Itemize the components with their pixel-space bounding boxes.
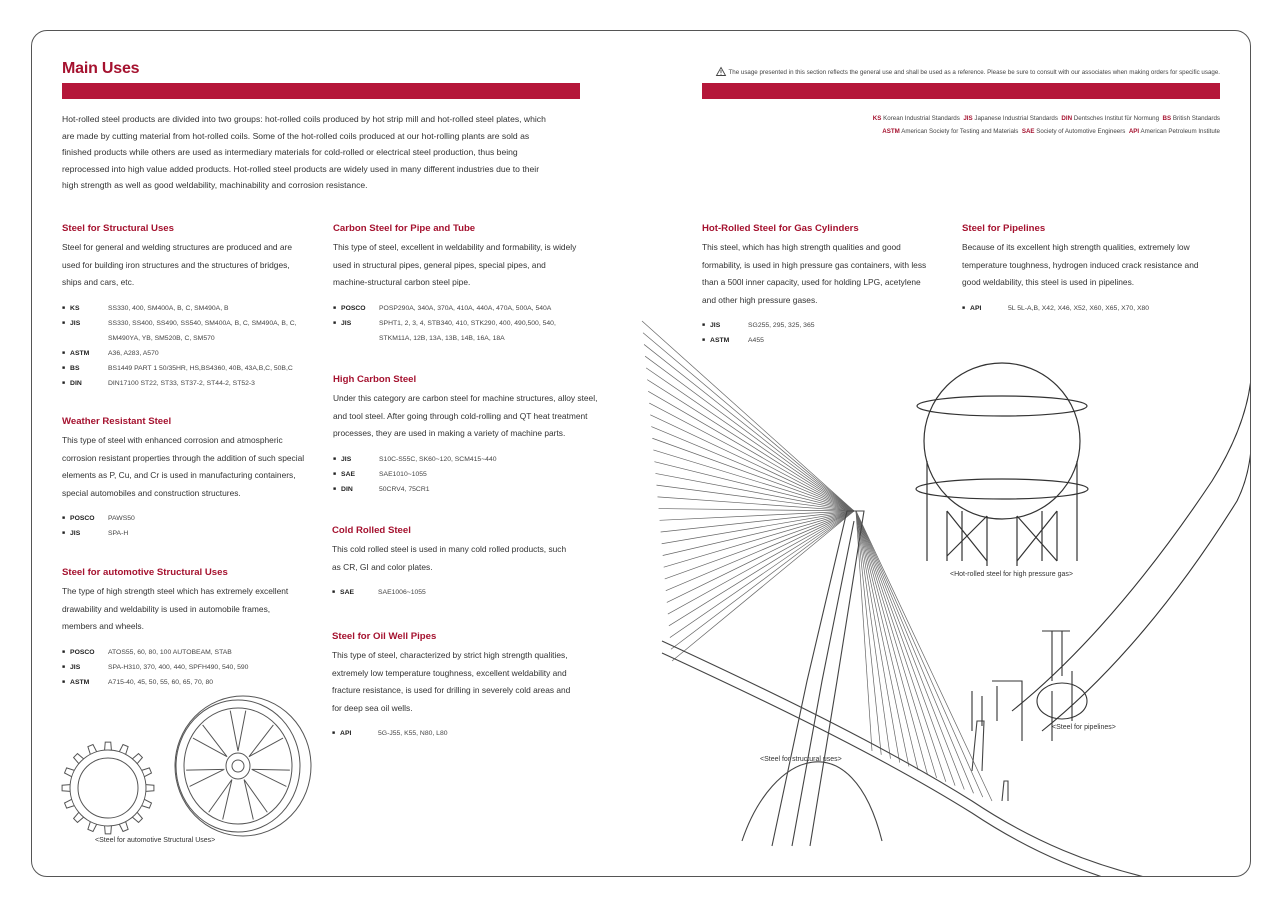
section-description: The type of high strength steel which has extremely excellent drawability and weldability is used in automobile frames, members and wheels. [62,586,289,631]
bridge-cable [643,333,854,511]
legend-code: BS [1162,115,1172,122]
pipeline-illustration [952,301,1251,741]
legend-code: ASTM [882,128,900,135]
spec-row [62,660,307,675]
title-bar-right [702,83,1220,99]
section-title: Steel for Pipelines [962,223,1046,234]
warning-icon [716,67,726,78]
bridge-cable [671,511,854,649]
spec-grades: SAE1006~1055 [378,589,426,596]
legend-line-1 [873,112,1220,125]
usage-note-text: The usage presented in this section reflects the general use and shall be used as a reference. Please be sure to consult with our associates when making orders for specific usage. [728,69,1220,77]
legend-name: Korean Industrial Standards [883,115,960,122]
section-structural [62,223,307,391]
spec-grades: SPA-H310, 370, 400, 440, SPFH490, 540, 590 [108,663,249,671]
bridge-cable [672,511,854,661]
spec-row [333,482,603,497]
legend-code: JIS [963,115,973,122]
section-highcarbon [333,374,603,497]
bridge-cable [670,511,854,638]
section-description: Steel for general and welding structures are produced and are used for building iron structures and the structures of bridges, ships and cars, etc. [62,242,292,287]
gear-tooth [74,812,84,822]
bridge-cable [650,415,854,511]
spec-row [333,452,603,467]
spec-row [62,376,307,391]
spec-grades: DIN17100 ST22, ST33, ST37-2, ST44-2, ST52-3 [108,379,255,387]
spec-grades: 5L 5L-A,B, X42, X46, X52, X60, X65, X70, X80 [1008,304,1150,312]
spec-list [62,301,307,391]
spec-standard: ■ SAE [333,467,379,482]
bridge-cable [652,438,854,511]
caption-structural: <Steel for structural uses> [760,756,842,763]
section-title: Cold Rolled Steel [332,525,411,536]
bridge-cable [644,344,854,511]
spec-standard: ■ ASTM [702,333,748,348]
spec-standard: ■ JIS [62,316,108,346]
spec-row [62,526,307,541]
spec-grades: A36, A283, A570 [108,349,159,357]
spec-row [62,645,307,660]
section-description: This steel, which has high strength qualities and good formability, is used in high pressure gas containers, with less than a 500l inner capacity, used for holding LPG, acetylene and other high pressure gases. [702,242,927,305]
section-description: Under this category are carbon steel for machine structures, alloy steel, and tool steel. After going through cold-rolling and QT heat treatment processes, they are used in making a variety of machine parts. [333,393,598,438]
spec-grades: POSP290A, 340A, 370A, 410A, 440A, 470A, 500A, 540A [379,304,552,312]
section-title: Carbon Steel for Pipe and Tube [333,223,476,234]
spec-list [333,301,578,346]
bridge-cable [653,450,854,511]
spec-standard: ■ API [332,726,378,741]
spec-row [62,675,307,690]
bridge-cable [856,511,909,766]
wheel-spoke [193,725,227,757]
legend-code: KS [872,115,882,122]
spec-standard: ■ ASTM [62,346,108,361]
section-weather [62,416,307,541]
section-title: Steel for automotive Structural Uses [62,567,228,578]
spec-row [62,301,307,316]
spec-standard: ■ ASTM [62,675,108,690]
section-description: Because of its excellent high strength qualities, extremely low temperature toughness, hydrogen induced crack resistance and good weldability, this steel is used in pipelines. [962,242,1199,287]
section-description: This type of steel with enhanced corrosion and atmospheric corrosion resistant properties through the addition of such special elements as P, Cu, and Cr is used in manufacturing containers, special automobiles and construction structures. [62,435,305,498]
usage-note [716,67,1221,78]
bridge-cable [646,368,854,511]
page-title: Main Uses [62,60,140,77]
gear-tooth [132,812,142,822]
caption-pipelines: <Steel for pipelines> [1052,724,1116,731]
section-title: Steel for Oil Well Pipes [332,631,437,642]
gear-tooth [62,785,70,792]
legend-name: Society of Automotive Engineers [1036,128,1126,135]
legend-code: API [1128,128,1140,135]
section-pipe [333,223,578,346]
spec-grades: 5G-J55, K55, N80, L80 [378,730,448,737]
title-bar-left [62,83,580,99]
caption-automotive: <Steel for automotive Structural Uses> [95,837,216,844]
spec-row [332,726,577,741]
spec-standard: ■ KS [62,301,108,316]
wheel-spoke [186,769,224,786]
legend-code: DIN [1061,115,1073,122]
gear-tooth [146,785,154,792]
gear-tooth [105,826,112,834]
spec-grades: ATOS55, 60, 80, 100 AUTOBEAM, STAB [108,648,232,656]
spec-standard: ■ JIS [702,318,748,333]
spec-row [62,316,307,346]
legend-name: Japanese Industrial Standards [974,115,1058,122]
spec-grades: SPA-H [108,530,129,537]
gear-tooth [105,742,112,750]
spec-grades: S10C-S55C, SK60~120, SCM415~440 [379,455,497,463]
spec-list [332,585,577,600]
bridge-cable [648,391,854,511]
section-description: This type of steel, excellent in weldability and formability, is widely used in structural pipes, general pipes, special pipes, and machine-structural carbon steel pipe. [333,242,577,287]
spec-row [333,467,603,482]
legend-name: British Standards [1172,115,1220,122]
spec-standard: ■ BS [62,361,108,376]
spec-standard: ■ DIN [333,482,379,497]
spec-grades: A715-40, 45, 50, 55, 60, 65, 70, 80 [108,678,214,686]
wheel-illustration [158,691,318,841]
spec-standard: ■ JIS [333,316,379,346]
spec-row [333,316,578,346]
legend-name: Dentsches Institut für Normung [1073,115,1160,122]
spec-grades: SS330, 400, SM400A, B, C, SM490A, B [108,304,229,312]
spec-standard: ■ API [962,301,1008,316]
wheel-spoke [230,711,246,751]
spec-list [332,726,577,741]
bridge-cable [666,511,854,591]
spec-standard: ■ SAE [332,585,378,600]
brochure-page [31,30,1251,877]
spec-row [62,346,307,361]
spec-grades: BS1449 PART 1 50/35HR, HS,BS4360, 40B, 43A,B,C, 50B,C [108,364,293,372]
spec-grades: SS330, SS400, SS490, SS540, SM400A, B, C, SM490A, B, C, SM490YA, YB, SM520B, C, SM570 [108,319,297,342]
spec-list [62,511,307,541]
gear-tooth [132,754,142,764]
wheel-spoke [209,780,232,820]
bridge-cable [667,511,854,602]
standards-legend [873,112,1220,138]
legend-code: SAE [1021,128,1035,135]
spec-grades: A455 [748,337,764,344]
spec-standard: ■ POSCO [62,511,108,526]
spec-standard: ■ POSCO [62,645,108,660]
spec-list [62,645,307,690]
wheel-spoke [249,725,283,757]
wheel-spoke [244,780,267,820]
spec-standard: ■ JIS [62,660,108,675]
spec-grades: SG255, 295, 325, 365 [748,322,815,329]
spec-grades: PAWS50 [108,515,135,522]
spec-standard: ■ POSCO [333,301,379,316]
legend-line-2 [873,125,1220,138]
spec-grades: 50CRV4, 75CR1 [379,485,430,493]
section-title: Weather Resistant Steel [62,416,172,427]
spec-list [333,452,603,497]
section-description: This cold rolled steel is used in many cold rolled products, such as CR, GI and color plates. [332,544,567,572]
spec-standard: ■ JIS [62,526,108,541]
spec-standard: ■ JIS [333,452,379,467]
bridge-cable [663,511,854,555]
spec-standard: ■ DIN [62,376,108,391]
spec-grades: SPHT1, 2, 3, 4, STB340, 410, STK290, 400, 490,500, 540, STKM11A, 12B, 13A, 13B, 14B, 16A, 18A [379,319,556,342]
intro-paragraph: Hot-rolled steel products are divided into two groups: hot-rolled coils produced by hot strip mill and hot-rolled steel plates, which are made by cutting material from hot-rolled coils. Some of the hot-rolled coils produced at our hot-rolling plants are sold as finished products while others are used as intermediary materials for cold-rolled or electrical steel production, thus being reprocessed into high value added products. Hot-rolled steel products are widely used in many different industries due to their high strength as well as good weldability, machinability and corrosion resistance. [62,114,546,190]
section-coldrolled [332,525,577,600]
section-title: Steel for Structural Uses [62,223,174,234]
wheel-spoke [252,769,290,786]
spec-row [62,361,307,376]
section-oilwell [332,631,577,741]
legend-name: American Society for Testing and Materials [901,128,1019,135]
spec-row [332,585,577,600]
spec-row [62,511,307,526]
section-title: High Carbon Steel [333,374,417,385]
section-automotive [62,567,307,690]
section-description: This type of steel, characterized by strict high strength qualities, extremely low temperature toughness, excellent weldability and fracture resistance, is used for drilling in severely cold areas and for deep sea oil wells. [332,650,571,713]
bridge-cable [664,511,854,567]
section-title: Hot-Rolled Steel for Gas Cylinders [702,223,859,234]
gear-tooth [74,754,84,764]
caption-gas: <Hot-rolled steel for high pressure gas> [950,571,1073,578]
legend-name: American Petroleum Institute [1140,128,1220,135]
spec-grades: SAE1010~1055 [379,470,427,478]
spec-row [333,301,578,316]
